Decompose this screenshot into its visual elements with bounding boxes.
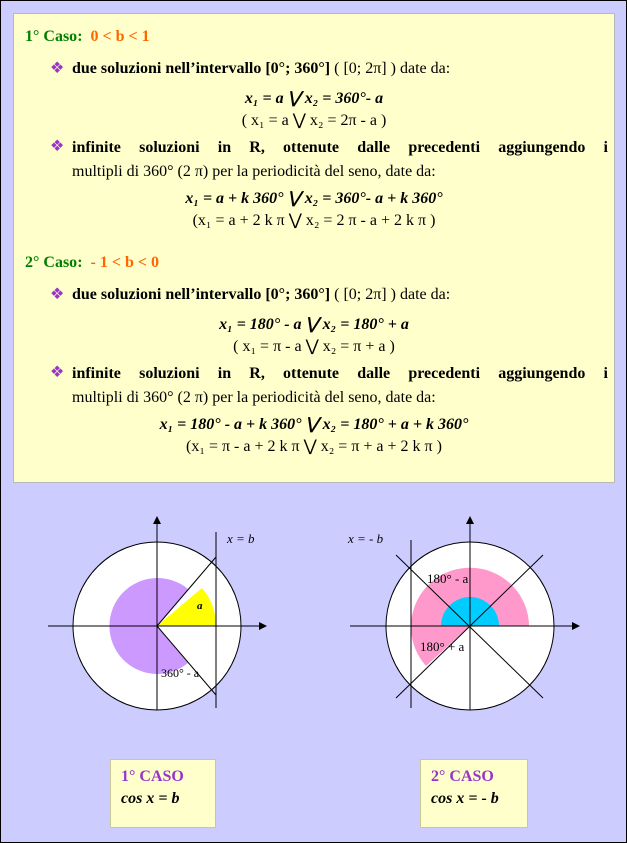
case2-bullet1-tail: ( [0; 2π] ) date da: (330, 286, 451, 303)
case1-formula1-rad: ( x₁ = a ⋁ x₂ = 2π - a ) (241, 112, 387, 129)
case2-condition: - 1 < b < 0 (90, 254, 159, 271)
diagram2-caption (420, 759, 528, 828)
case1-bullet1-tail: ( [0; 2π] ) date da: (330, 60, 451, 77)
case2-formula1-rad: ( x₁ = π - a ⋁ x₂ = π + a ) (233, 338, 395, 355)
diagram1-caption-title: 1° CASO (121, 768, 184, 785)
diamond-bullet-icon: ❖ (50, 364, 65, 381)
case1-bullet2-line2: multipli di 360° (2 π) per la periodicità del seno, date da: (72, 163, 436, 180)
case1-bullet2-line1: infinite soluzioni in R, ottenute dalle precedenti aggiungendo i (72, 139, 608, 156)
diagram2-line-label: x = - b (348, 531, 384, 546)
case1-sep: : (77, 28, 83, 45)
diagram2-upper-label: 180° - a (427, 571, 469, 586)
case1-title: 1° Caso (25, 28, 78, 45)
case1-bullet1-text: due soluzioni nell’intervallo [0°; 360°] (72, 60, 331, 77)
case2-formula2-deg: x₁ = 180° - a + k 360° ⋁ x₂ = 180° + a + k 360° (159, 416, 469, 433)
diagram1-angle-label: a (197, 600, 203, 612)
diagram2 (350, 518, 578, 710)
diagram1-lower-label: 360° - a (161, 666, 200, 680)
case2-bullet2-line2: multipli di 360° (2 π) per la periodicità del seno, date da: (72, 389, 436, 406)
case2-bullet1-text: due soluzioni nell’intervallo [0°; 360°] (72, 286, 331, 303)
case2-title: 2° Caso (25, 254, 78, 271)
diagram2-caption-eq: cos x = - b (431, 790, 499, 807)
case2-bullet2-line1: infinite soluzioni in R, ottenute dalle precedenti aggiungendo i (72, 365, 608, 382)
case2-formula1-deg: x₁ = 180° - a ⋁ x₂ = 180° + a (219, 316, 409, 333)
diagram1-caption (110, 759, 216, 828)
diamond-bullet-icon: ❖ (50, 60, 65, 77)
diagram1-caption-eq: cos x = b (121, 790, 180, 807)
case2-formula2-rad: (x₁ = π - a + 2 k π ⋁ x₂ = π + a + 2 k π ) (186, 438, 442, 455)
case1-condition: 0 < b < 1 (90, 28, 150, 45)
case1-formula2-deg: x₁ = a + k 360° ⋁ x₂ = 360°- a + k 360° (185, 190, 443, 207)
diamond-bullet-icon: ❖ (50, 138, 65, 155)
diagram1-line-label: x = b (227, 531, 255, 546)
diagram2-lower-label: 180° + a (420, 639, 465, 654)
case1-formula2-rad: (x₁ = a + 2 k π ⋁ x₂ = 2 π - a + 2 k π ) (192, 212, 436, 229)
diamond-bullet-icon: ❖ (50, 286, 65, 303)
case2-sep: : (77, 254, 83, 271)
case1-formula1-deg: x₁ = a ⋁ x₂ = 360°- a (244, 90, 384, 107)
diagram2-caption-title: 2° CASO (431, 768, 494, 785)
